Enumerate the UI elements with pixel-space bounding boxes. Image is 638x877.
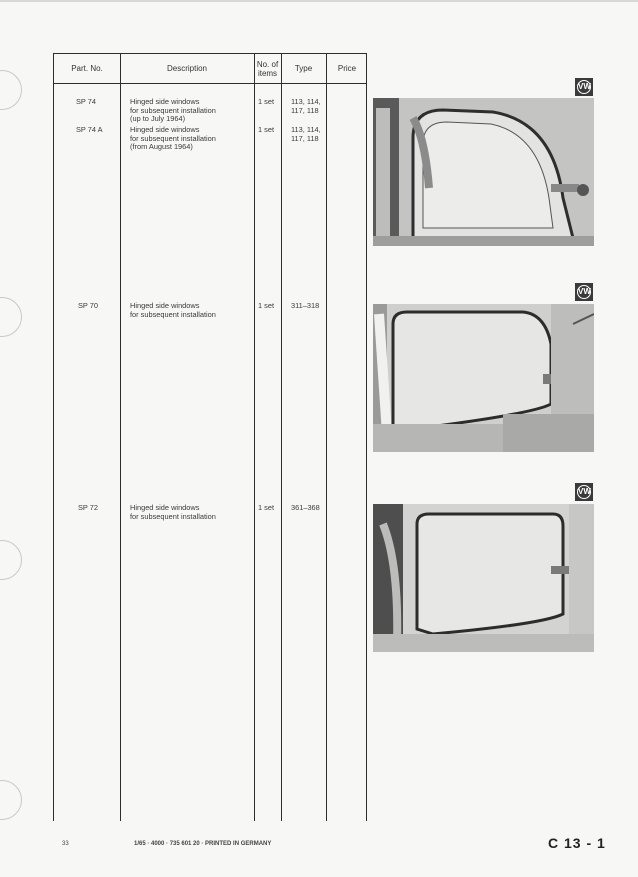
column-divider (254, 54, 255, 821)
row-type: 113, 114, 117, 118 (291, 125, 321, 143)
page-edge (0, 0, 638, 2)
column-divider (281, 54, 282, 821)
row-items: 1 set (258, 97, 275, 106)
photo-side-window-beetle (373, 98, 594, 246)
header-description: Description (166, 64, 207, 73)
header-part-no: Part. No. (71, 64, 103, 73)
row-items: 1 set (258, 503, 275, 512)
punch-hole (0, 297, 22, 337)
row-items: 1 set (258, 301, 275, 310)
header-type: Type (294, 64, 313, 73)
header-items: No. of items (256, 59, 279, 78)
row-part-no: SP 74 A (76, 125, 103, 134)
footer-print-info: 1/65 · 4000 · 735 601 20 · PRINTED IN GERMANY (134, 841, 272, 847)
row-items: 1 set (258, 125, 275, 134)
column-divider (120, 54, 121, 821)
row-part-no: SP 72 (78, 503, 98, 512)
row-description: Hinged side windows for subsequent installation (130, 301, 216, 319)
footer-left: 33 (62, 841, 69, 847)
header-price: Price (337, 64, 357, 73)
punch-hole (0, 70, 22, 110)
row-type: 113, 114, 117, 118 (291, 97, 321, 115)
row-description: Hinged side windows for subsequent installation (from August 1964) (130, 125, 216, 152)
row-part-no: SP 70 (78, 301, 98, 310)
row-type: 361–368 (291, 503, 320, 512)
header-divider (54, 83, 366, 84)
column-divider (326, 54, 327, 821)
vw-logo-icon: VW (575, 78, 593, 96)
parts-table (53, 53, 367, 821)
punch-hole (0, 540, 22, 580)
vw-logo-icon: VW (575, 483, 593, 501)
row-part-no: SP 74 (76, 97, 96, 106)
photo-side-window-type3 (373, 304, 594, 452)
page-number: C 13 - 1 (548, 835, 606, 851)
vw-logo-icon: VW (575, 283, 593, 301)
row-description: Hinged side windows for subsequent installation (up to July 1964) (130, 97, 216, 124)
row-type: 311–318 (291, 301, 320, 310)
photo-side-window-type34 (373, 504, 594, 652)
row-description: Hinged side windows for subsequent installation (130, 503, 216, 521)
punch-hole (0, 780, 22, 820)
